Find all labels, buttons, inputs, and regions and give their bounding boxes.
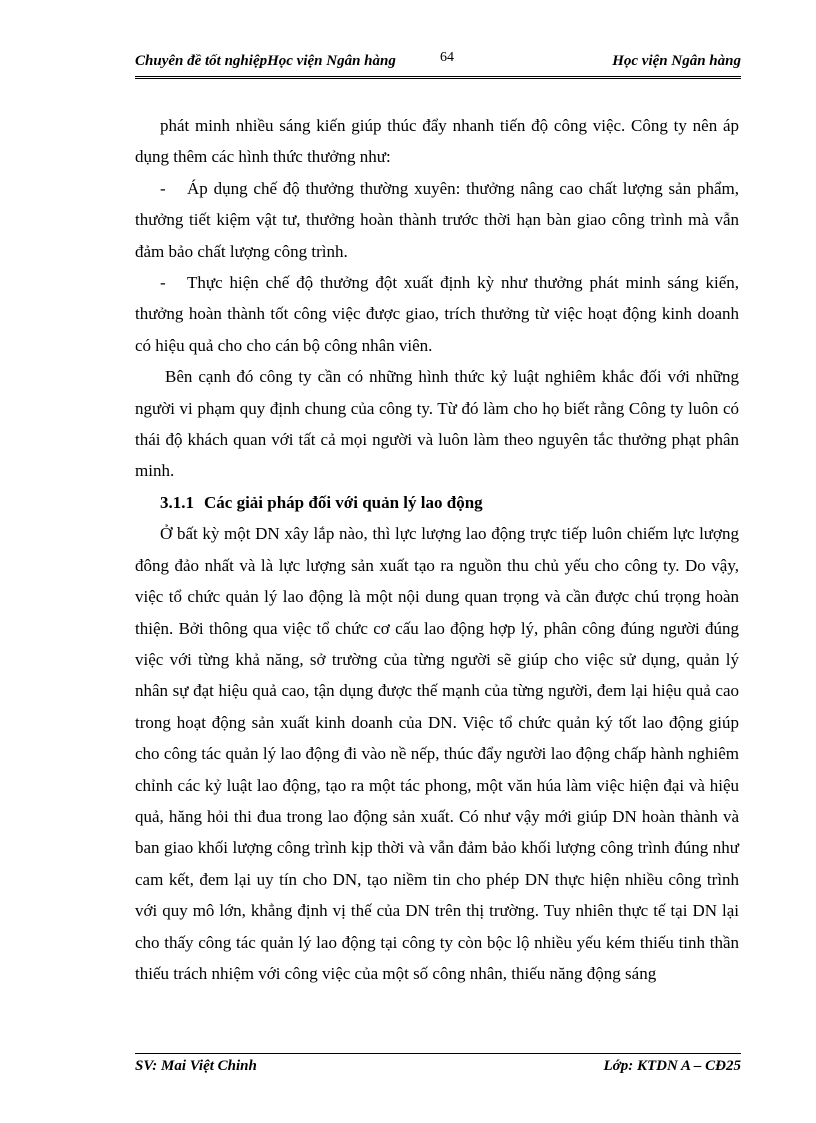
bullet-item-2-text: Thực hiện chế độ thưởng đột xuất định kỳ như thưởng phát minh sáng kiến, thưởng hoàn thành tốt công việc được giao, trích thưởng từ việc hoạt động kinh doanh có hiệu quả cho cho cán bộ công nhân viên.	[135, 273, 739, 355]
paragraph-1: phát minh nhiều sáng kiến giúp thúc đẩy nhanh tiến độ công việc. Công ty nên áp dụng thêm các hình thức thưởng như:	[135, 116, 739, 167]
paragraph-3: Ở bất kỳ một DN xây lắp nào, thì lực lượng lao động trực tiếp luôn chiếm lực lượng đông đảo nhất và là lực lượng sản xuất tạo ra nguồn thu chủ yếu cho công ty. Do vậy, việc tổ chức quản lý lao động là một nội dung quan trọng và cần được chú trọng hoàn thiện. Bởi thông qua việc tổ chức cơ cấu lao động hợp lý, phân công đúng người đúng việc với từng khả năng, sở trường của từng người sẽ giúp cho việc sử dụng, quản lý nhân sự đạt hiệu quả cao, tận dụng được thế mạnh của từng người, đem lại hiệu quả cao trong hoạt động sản xuất kinh doanh của DN. Việc tổ chức quản ký tốt lao động giúp cho công tác quản lý lao động đi vào nề nếp, thúc đẩy người lao động chấp hành nghiêm chỉnh các kỷ luật lao động, tạo ra một tác phong, một văn húa làm việc hiện đại và hiệu quả, hăng hỏi thi đua trong lao động sản xuất. Có như vậy mới giúp DN hoàn thành và ban giao khối lượng công trình kịp thời và vẫn đảm bảo khối lượng công trình đúng như cam kết, đem lại uy tín cho DN, tạo niềm tin cho phép DN thực hiện nhiều công trình với quy mô lớn, khẳng định vị thế của DN trên thị trường. Tuy nhiên thực tế tại DN lại cho thấy công tác quản lý lao động tại công ty còn bộc lộ nhiều yếu kém thiếu tinh thần thiếu trách nhiệm với công việc của một số công nhân, thiếu năng động sáng	[135, 524, 739, 983]
section-title: Các giải pháp đối với quản lý lao động	[204, 492, 483, 512]
header-left-title: Chuyên đề tốt nghiệpHọc viện Ngân hàng	[135, 53, 396, 69]
bullet-item-1-text: Áp dụng chế độ thưởng thường xuyên: thưởng nâng cao chất lượng sản phẩm, thưởng tiết kiệm vật tư, thưởng hoàn thành trước thời hạn bàn giao công trình mà vẫn đảm bảo chất lượng công trình.	[135, 178, 739, 261]
bullet-dash: -	[160, 273, 166, 293]
document-body	[135, 110, 739, 989]
page-footer	[135, 1053, 741, 1078]
section-number: 3.1.1	[160, 492, 194, 512]
bullet-dash: -	[160, 178, 166, 198]
page-header	[135, 50, 741, 79]
page-number: 64	[440, 50, 454, 65]
footer-student: SV: Mai Việt Chinh	[135, 1058, 257, 1074]
section-heading	[135, 487, 739, 518]
paragraph-2: Bên cạnh đó công ty cần có những hình thức kỷ luật nghiêm khắc đối với những người vi phạm quy định chung của công ty. Từ đó làm cho họ biết rằng Công ty luôn có thái độ khách quan với tất cả mọi người và luôn làm theo nguyên tắc thưởng phạt phân minh.	[135, 367, 739, 481]
header-right-title: Học viện Ngân hàng	[612, 53, 741, 69]
bullet-item-1	[135, 173, 739, 267]
footer-class: Lớp: KTDN A – CĐ25	[603, 1058, 741, 1074]
bullet-item-2	[135, 267, 739, 361]
